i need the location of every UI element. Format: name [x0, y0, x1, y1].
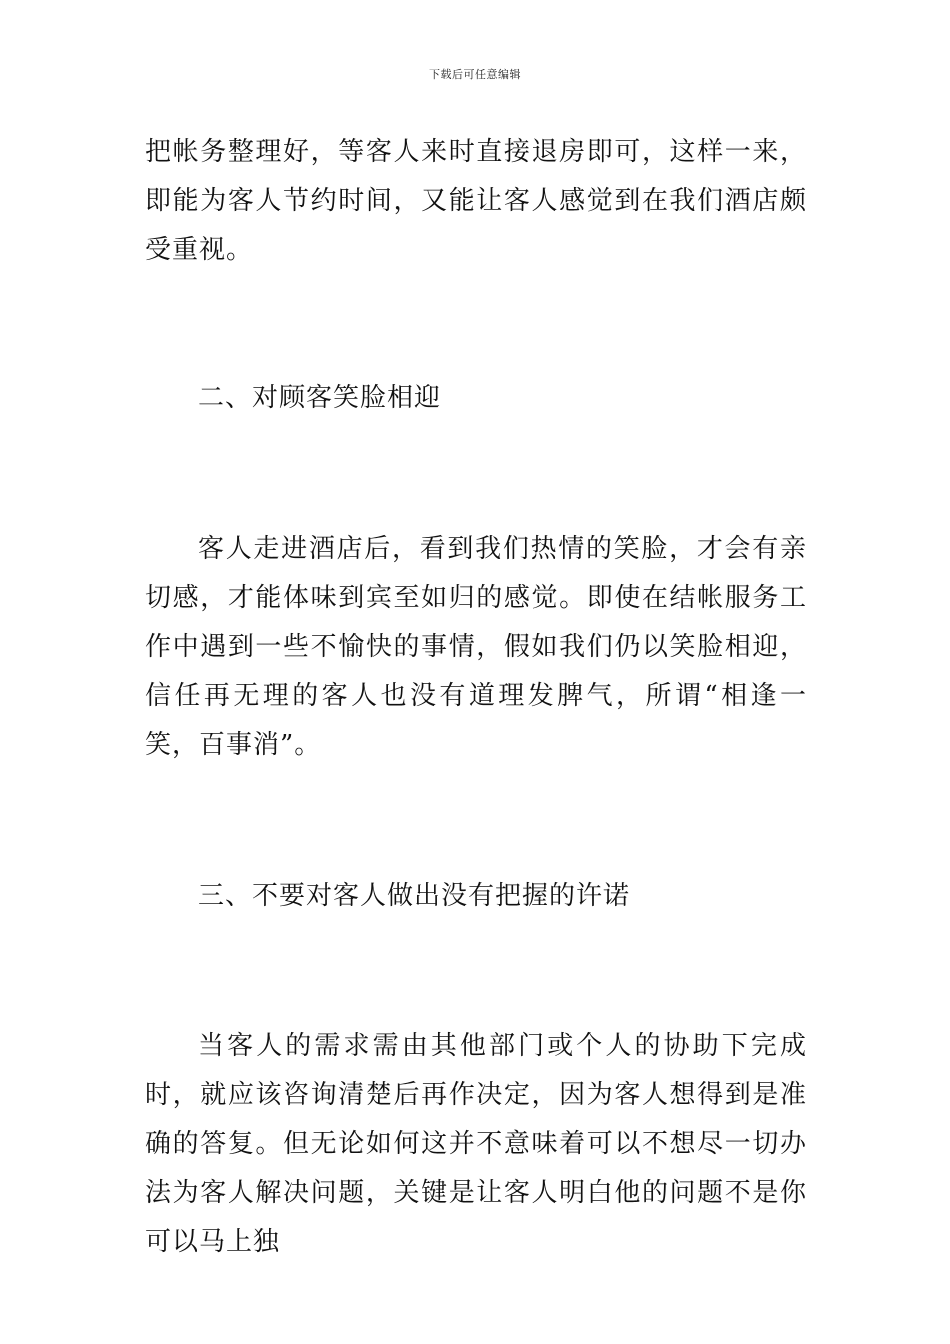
paragraph-checkout-prep: 把帐务整理好，等客人来时直接退房即可，这样一来，即能为客人节约时间，又能让客人感觉到在我们酒店颇受重视。: [145, 137, 807, 265]
section-heading-smile: 二、对顾客笑脸相迎: [198, 383, 442, 413]
page-header-note: 下载后可任意编辑: [429, 68, 521, 81]
paragraph-no-promise: 当客人的需求需由其他部门或个人的协助下完成时，就应该咨询清楚后再作决定，因为客人想得到是准确的答复。但无论如何这并不意味着可以不想尽一切办法为客人解决问题，关键是让客人明白他的问题不是你可以马上独: [145, 1031, 807, 1257]
section-heading-no-promise: 三、不要对客人做出没有把握的许诺: [198, 881, 631, 911]
paragraph-smile-welcome: 客人走进酒店后，看到我们热情的笑脸，才会有亲切感，才能体味到宾至如归的感觉。即使在结帐服务工作中遇到一些不愉快的事情，假如我们仍以笑脸相迎，信任再无理的客人也没有道理发脾气，所谓“相逢一笑，百事消”。: [145, 534, 807, 760]
